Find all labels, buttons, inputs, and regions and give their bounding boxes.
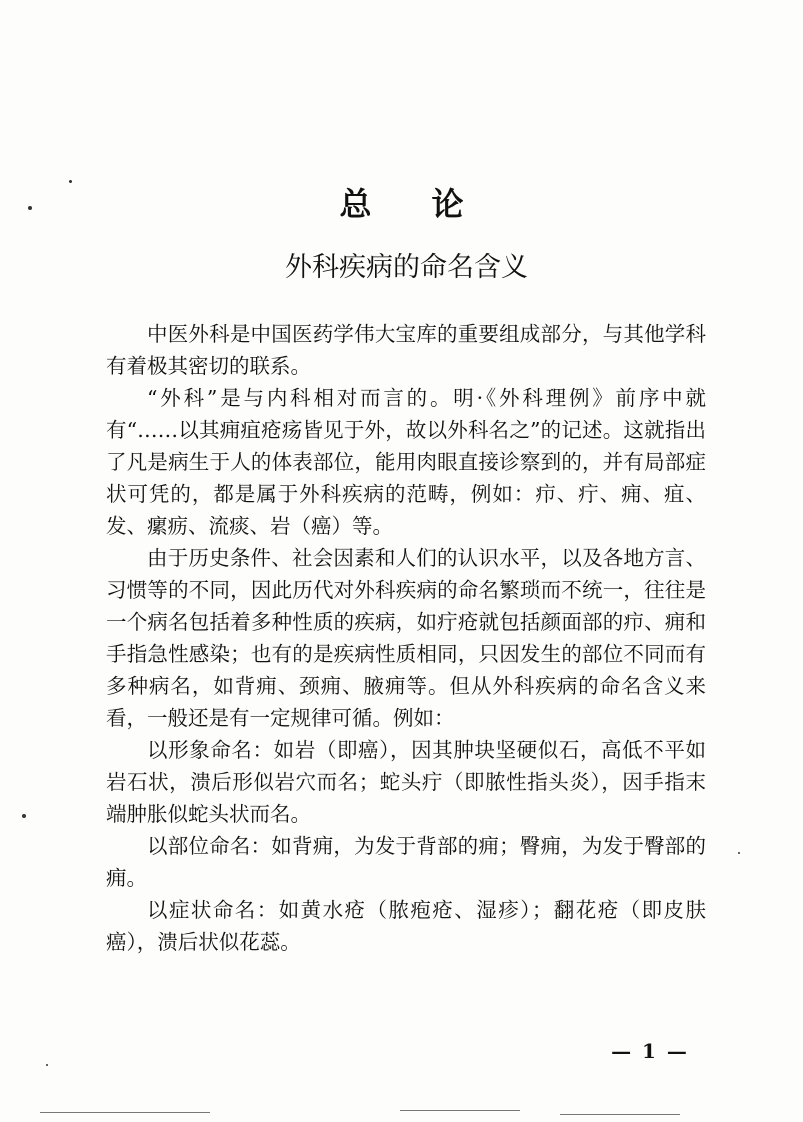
scan-speck: [69, 180, 72, 183]
section-subtitle: 外科疾病的命名含义: [285, 252, 528, 283]
scan-speck: [22, 814, 26, 818]
scan-speck: [46, 1064, 48, 1066]
paragraph-symptom-naming: 以症状命名：如黄水疮（脓疱疮、湿疹）；翻花疮（即皮肤癌），溃后状似花蕊。: [106, 898, 706, 954]
scan-edge-line: [560, 1114, 680, 1115]
paragraph-naming-history: 由于历史条件、社会因素和人们的认识水平，以及各地方言、习惯等的不同，因此历代对外科疾病的命名繁琐而不统一，往往是一个病名包括着多种性质的疾病，如疔疮就包括颜面部的疖、痈和手指急性感染；也有的是疾病性质相同，只因发生的部位不同而有多种病名，如背痈、颈痈、腋痈等。但从外科疾病的命名含义来看，一般还是有一定规律可循。例如：: [106, 546, 706, 730]
paragraph-shape-naming: 以形象命名：如岩（即癌），因其肿块坚硬似石，高低不平如岩石状，溃后形似岩穴而名；蛇头疔（即脓性指头炎），因手指末端肿胀似蛇头状而名。: [106, 738, 706, 826]
scan-edge-line: [400, 1110, 520, 1111]
paragraph-definition: “外科”是与内科相对而言的。明·《外科理例》前序中就有“……以其痈疽疮疡皆见于外，故以外科名之”的记述。这就指出了凡是病生于人的体表部位，能用肉眼直接诊察到的，并有局部症状可凭的，都是属于外科疾病的范畴，例如：疖、疔、痈、疽、发、瘰疬、流痰、岩（癌）等。: [106, 386, 706, 538]
paragraph-intro: 中医外科是中国医药学伟大宝库的重要组成部分，与其他学科有着极其密切的联系。: [106, 322, 706, 378]
chapter-title-char-1: 总: [339, 185, 372, 223]
chapter-title: [0, 180, 803, 228]
scan-speck: [738, 852, 740, 854]
paragraph-location-naming: 以部位命名：如背痈，为发于背部的痈；臀痈，为发于臀部的痈。: [106, 834, 706, 890]
scan-edge-line: [40, 1112, 210, 1113]
chapter-title-char-2: 论: [431, 185, 464, 223]
scan-speck: [28, 206, 32, 210]
body-text: [106, 318, 706, 958]
page-number: — 1 —: [611, 1039, 689, 1063]
